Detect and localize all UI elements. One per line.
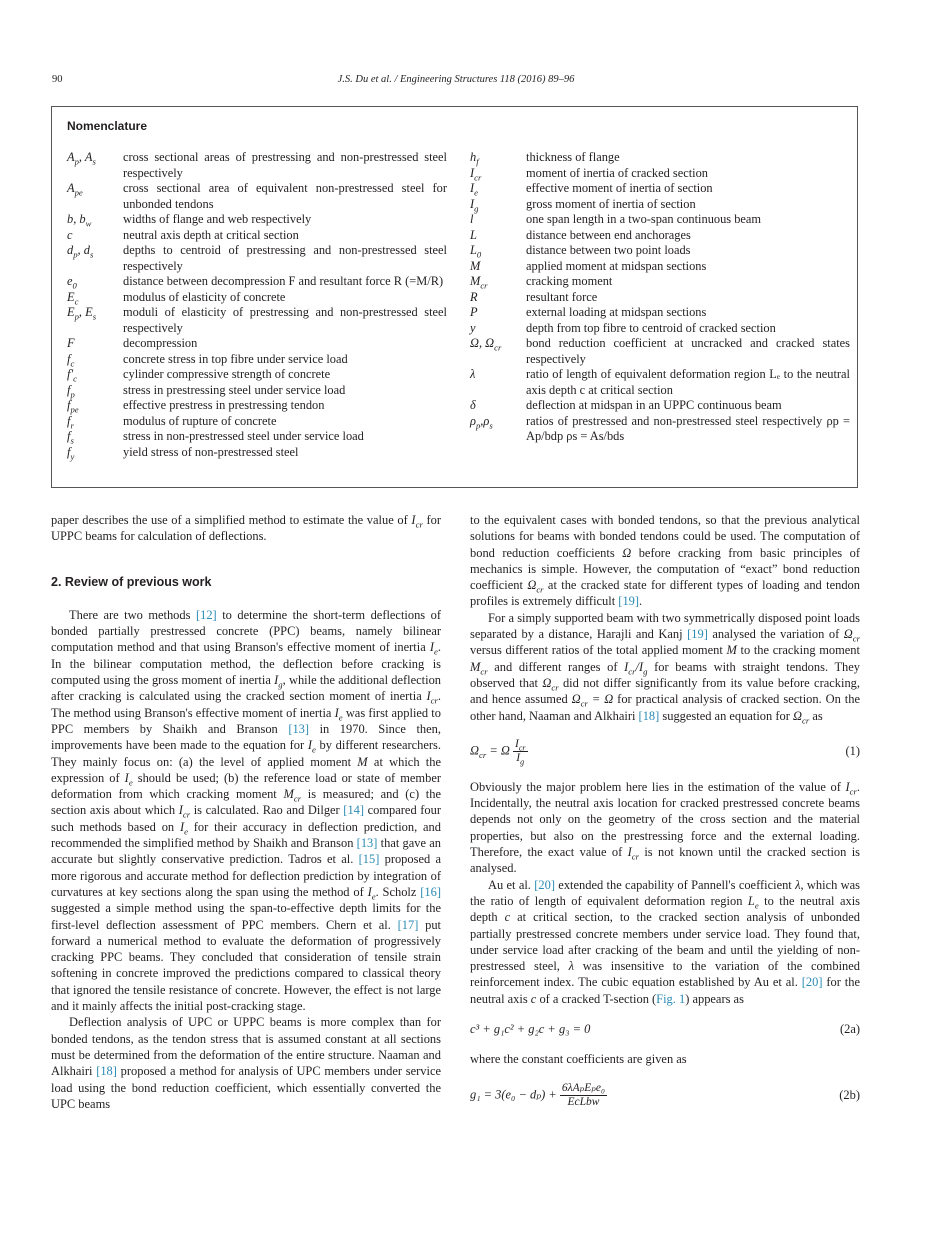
math-symbol: $M_{cr}$: [283, 787, 302, 804]
nomenclature-symbol: R: [470, 289, 478, 304]
nomenclature-entry: [67, 445, 447, 461]
nomenclature-definition: modulus of rupture of concrete: [123, 413, 277, 428]
nomenclature-symbol: $E_p$, $E_s$: [67, 305, 97, 322]
equation-2a-body: c³ + g₁c² + g₂c + g₃ = 0: [470, 1022, 591, 1037]
math-symbol: $I_e$: [124, 770, 133, 788]
nomenclature-entry: [470, 212, 850, 228]
math-symbol: $\Omega_{cr}$: [843, 627, 860, 644]
section-heading: 2. Review of previous work: [51, 574, 212, 589]
nomenclature-symbol: $f_y$: [67, 444, 75, 461]
nomenclature-definition: cylinder compressive strength of concrete: [123, 367, 331, 381]
equation-2a: [470, 1021, 860, 1037]
left-text-column: [51, 512, 441, 1112]
nomenclature-symbol: c: [67, 227, 73, 242]
citation-link[interactable]: [18]: [638, 708, 660, 723]
citation-link[interactable]: [12]: [195, 607, 217, 622]
nomenclature-entry: [67, 352, 447, 368]
nomenclature-entry: [470, 398, 850, 414]
math-symbol: $I_{cr}$: [178, 803, 191, 820]
nomenclature-definition: effective moment of inertia of section: [526, 181, 713, 195]
nomenclature-entry: [67, 398, 447, 414]
nomenclature-symbol: y: [470, 320, 476, 335]
nomenclature-entry: [470, 274, 850, 290]
math-symbol: λ: [795, 877, 801, 892]
nomenclature-definition: yield stress of non-prestressed steel: [123, 444, 299, 459]
math-symbol: $\Omega_{cr}$: [571, 692, 588, 709]
nomenclature-entry: [67, 181, 447, 212]
nomenclature-entry: [67, 367, 447, 383]
citation-link[interactable]: [13]: [288, 721, 310, 736]
nomenclature-symbol: $f_s$: [67, 429, 74, 446]
citation-link[interactable]: [14]: [343, 803, 365, 818]
nomenclature-definition: distance between end anchorages: [526, 227, 691, 242]
nomenclature-definition: depths to centroid of prestressing and non-prestressed steel respectively: [123, 243, 447, 273]
citation-link[interactable]: [19]: [618, 594, 640, 609]
nomenclature-entry: [470, 367, 850, 398]
nomenclature-symbol: δ: [470, 398, 476, 412]
nomenclature-symbol: Ω, $\Omega_{cr}$: [470, 336, 502, 353]
nomenclature-left-column: [67, 150, 447, 460]
math-symbol: $I_{cr}$: [426, 689, 438, 706]
citation-link[interactable]: [16]: [420, 884, 441, 899]
math-symbol: $/I_g$: [635, 659, 648, 677]
paragraph-harajli: For a simply supported beam with two symmetrically disposed point loads separated by a distance, Harajli and Kanj [19] analysed the variation of $\Omega_{cr}$ versus different ratios of the total applied moment M to the cracking moment $M_{cr}$ and different ranges of $I_{cr}/I_g$ for beams with straight tendons. They observed that $\Omega_{cr}$ did not differ significantly from its value before cracking, and hence assumed $\Omega_{cr} = \Omega$ for practical analysis of cracked section. On the other hand, Naaman and Alkhairi [18] suggested an equation for $\Omega_{cr}$ as: [470, 610, 861, 726]
equation-1-label: (1): [845, 744, 860, 759]
nomenclature-definition: ratios of prestressed and non-prestressed steel respectively ρp = Ap/bdp ρs = As/bds: [526, 413, 850, 443]
nomenclature-symbol: P: [470, 305, 478, 319]
nomenclature-definition: stress in prestressing steel under service load: [123, 382, 346, 397]
nomenclature-definition: cross sectional areas of prestressing and non-prestressed steel respectively: [123, 150, 447, 180]
citation-link[interactable]: [13]: [356, 836, 378, 851]
nomenclature-definition: neutral axis depth at critical section: [123, 227, 299, 242]
nomenclature-definition: thickness of flange: [526, 150, 620, 164]
math-symbol: λ: [568, 959, 574, 974]
math-symbol: $M_{cr}$: [470, 659, 488, 677]
nomenclature-definition: effective prestress in prestressing tendon: [123, 398, 325, 412]
nomenclature-symbol: $e_0$: [67, 274, 77, 291]
nomenclature-symbol: F: [67, 336, 75, 350]
nomenclature-title: Nomenclature: [67, 119, 148, 133]
nomenclature-entry: [67, 336, 447, 352]
nomenclature-symbol: b, $b_w$: [67, 212, 92, 229]
nomenclature-definition: moduli of elasticity of prestressing and non-prestressed steel respectively: [123, 305, 447, 335]
math-symbol: $I_{cr}$: [627, 845, 639, 862]
nomenclature-symbol: $f_{pe}$: [67, 398, 79, 415]
nomenclature-definition: widths of flange and web respectively: [123, 212, 312, 226]
nomenclature-definition: cross sectional area of equivalent non-prestressed steel for unbonded tendons: [123, 181, 447, 211]
paragraph-icr-problem: Obviously the major problem here lies in the estimation of the value of $I_{cr}$. Incidentally, the neutral axis location for cracked prestressed concrete beams depends not only on the geometry of the cross section and the material properties, but also on the prestressing force and the external loading. Therefore, the exact value of $I_{cr}$ is not known until the cracked section is analysed.: [470, 779, 860, 876]
nomenclature-entry: [67, 150, 447, 181]
nomenclature-entry: [470, 243, 850, 259]
math-symbol: Ω: [622, 545, 632, 560]
paragraph-intro-end: paper describes the use of a simplified method to estimate the value of $I_{cr}$ for UPPC beams for calculation of deflections.: [51, 513, 441, 544]
nomenclature-box: [51, 106, 858, 488]
nomenclature-symbol: $\rho_p,\rho_s$: [470, 413, 493, 430]
nomenclature-definition: applied moment at midspan sections: [526, 258, 707, 273]
nomenclature-definition: decompression: [123, 336, 198, 350]
math-symbol: c: [530, 991, 537, 1006]
citation-link[interactable]: [17]: [397, 917, 419, 932]
nomenclature-entry: [470, 197, 850, 213]
math-symbol: $\Omega_{cr}$: [792, 708, 810, 726]
nomenclature-entry: [470, 321, 850, 337]
nomenclature-symbol: λ: [470, 367, 476, 381]
nomenclature-definition: gross moment of inertia of section: [526, 196, 696, 211]
nomenclature-entry: [67, 383, 447, 399]
math-symbol: $I_e$: [179, 819, 188, 837]
equation-1-body: $\Omega_{cr} = \Omega$ $\frac{I_{cr}}{I_g}$: [470, 737, 526, 767]
nomenclature-symbol: $f_r$: [67, 413, 74, 430]
citation-link[interactable]: [20]: [801, 975, 823, 990]
nomenclature-definition: depth from top fibre to centroid of cracked section: [526, 320, 776, 335]
equation-2b-body: g₁ = 3(e₀ − dₚ) + $\frac{\text{6λAₚEₚe₀}}{\text{EcLbw}}$: [470, 1081, 606, 1108]
math-symbol: $I_e$: [307, 738, 316, 755]
nomenclature-symbol: L: [470, 227, 477, 242]
citation-link[interactable]: [19]: [687, 627, 708, 642]
nomenclature-definition: concrete stress in top fibre under service load: [123, 351, 348, 366]
nomenclature-definition: stress in non-prestressed steel under service load: [123, 429, 364, 443]
equation-1: [470, 738, 860, 765]
right-text-column: [470, 512, 860, 1123]
equation-2b: [470, 1082, 860, 1109]
nomenclature-entry: [470, 414, 850, 445]
nomenclature-definition: deflection at midspan in an UPPC continuous beam: [526, 398, 782, 412]
nomenclature-definition: distance between two point loads: [526, 243, 691, 257]
nomenclature-entry: [470, 305, 850, 321]
nomenclature-definition: one span length in a two-span continuous beam: [526, 212, 762, 226]
math-symbol: $I_g$: [274, 673, 283, 690]
nomenclature-entry: [67, 290, 447, 306]
nomenclature-symbol: $f_c$: [67, 351, 75, 368]
nomenclature-entry: [67, 274, 447, 290]
nomenclature-entry: [67, 212, 447, 228]
nomenclature-symbol: $A_{pe}$: [67, 181, 83, 198]
nomenclature-symbol: $h_f$: [470, 150, 479, 167]
nomenclature-definition: external loading at midspan sections: [526, 305, 707, 319]
nomenclature-symbol: $E_c$: [67, 289, 79, 306]
math-symbol: $L_e$: [747, 893, 759, 911]
nomenclature-definition: bond reduction coefficient at uncracked and cracked states respectively: [526, 336, 850, 366]
nomenclature-definition: ratio of length of equivalent deformation region Lₑ to the neutral axis depth c at critical section: [526, 367, 850, 397]
math-symbol: c: [504, 910, 511, 925]
nomenclature-symbol: $d_p$, $d_s$: [67, 243, 94, 260]
math-symbol: $I_{cr}$: [624, 659, 636, 677]
running-header: [52, 74, 860, 90]
math-symbol: $\Omega_{cr}$: [542, 675, 559, 693]
nomenclature-symbol: $I_e$: [470, 181, 478, 198]
nomenclature-symbol: l: [470, 212, 474, 226]
paragraph-bond-reduction: to the equivalent cases with bonded tendons, so that the previous analytical solutions for beams with bonded tendons could be used. The computation of bond reduction coefficients Ω before cracking from basic principles of mechanics is simple. However, the computation of “exact” bond reduction coefficient $\Omega_{cr}$ at the cracked state for different types of loading and tendon profiles is extremely difficult [19].: [470, 513, 860, 609]
nomenclature-entry: [470, 150, 850, 166]
nomenclature-entry: [67, 305, 447, 336]
citation-link[interactable]: Fig. 1: [656, 991, 686, 1006]
nomenclature-entry: [470, 181, 850, 197]
math-symbol: $I_{cr}$: [411, 513, 423, 530]
math-symbol: $I_e$: [334, 705, 343, 723]
citation-link[interactable]: [15]: [358, 852, 380, 867]
nomenclature-entry: [67, 228, 447, 244]
math-symbol: M: [357, 754, 368, 769]
nomenclature-definition: resultant force: [526, 289, 598, 304]
equation-2a-label: (2a): [839, 1022, 860, 1037]
math-symbol: $I_e$: [367, 884, 376, 902]
math-symbol: $\Omega_{cr}$: [527, 578, 544, 595]
nomenclature-symbol: M: [470, 258, 481, 273]
nomenclature-definition: cracking moment: [526, 274, 613, 288]
nomenclature-symbol: $M_{cr}$: [470, 274, 488, 291]
nomenclature-symbol: $I_g$: [470, 196, 479, 213]
nomenclature-definition: modulus of elasticity of concrete: [123, 289, 286, 304]
nomenclature-symbol: $f'_c$: [67, 367, 77, 384]
nomenclature-entry: [470, 228, 850, 244]
nomenclature-symbol: $L_0$: [470, 243, 482, 260]
math-symbol: M: [726, 643, 737, 658]
nomenclature-symbol: $f_p$: [67, 382, 75, 399]
math-symbol: $I_{cr}$: [845, 779, 857, 797]
journal-reference: J.S. Du et al. / Engineering Structures 118 (2016) 89–96: [337, 74, 575, 85]
nomenclature-entry: [470, 259, 850, 275]
citation-link[interactable]: [18]: [96, 1064, 117, 1079]
nomenclature-entry: [470, 336, 850, 367]
math-symbol: $I_e$: [429, 640, 438, 657]
nomenclature-entry: [470, 166, 850, 182]
paragraph-review: There are two methods [12] to determine the short-term deflections of bonded partially prestressed concrete (PPC) beams, namely bilinear computation method and that using Branson's effective moment of inertia $I_e$. In the bilinear computation method, the deflection before cracking is computed using the gross moment of inertia $I_g$, while the additional deflection after cracking is calculated using the cracked section moment of inertia $I_{cr}$. The method using Branson's effective moment of inertia $I_e$ was first applied to PPC members by Shaikh and Branson [13] in 1970. Since then, improvements have been made to the equation for $I_e$ by different researchers. They mainly focus on: (a) the level of applied moment M at which the expression of $I_e$ should be used; (b) the reference load or state of member deformation from which cracking moment $M_{cr}$ is measured; and (c) the section axis about which $I_{cr}$ is calculated. Rao and Dilger [14] compared four such methods based on $I_e$ for their accuracy in deflection prediction, and recommended the simplified method by Shaikh and Branson [13] that gave an accurate but slightly conservative prediction. Tadros et al. [15] proposed a more rigorous and accurate method for deflection prediction by integration of curvatures at key sections along the span using the method of $I_e$. Scholz [16] suggested a simple method using the span-to-effective depth limits for the first-level deflection assessment of PPC members. Chern et al. [17] put forward a numerical method to evaluate the deformation of progressively cracking PPC beams. They concluded that consideration of tensile strain softening in concrete improved the predictions compared to classical theory that ignored the tensile resistance of concrete. However, the effect is not large and it mainly affects the initial post-cracking stage.: [51, 607, 442, 1014]
equation-2b-label: (2b): [839, 1087, 860, 1102]
nomenclature-entry: [67, 429, 447, 445]
nomenclature-symbol: $A_p$, $A_s$: [67, 150, 96, 167]
nomenclature-symbol: $I_{cr}$: [470, 165, 482, 182]
nomenclature-entry: [67, 414, 447, 430]
paragraph-upc-analysis: Deflection analysis of UPC or UPPC beams is more complex than for bonded tendons, as the tendon stress that is assumed constant at all sections must be determined from the deformation of the entire structure. Naaman and Alkhairi [18] proposed a method for analysis of UPC members under service load using the bond reduction coefficient, which essentially converted the UPC beams: [51, 1015, 441, 1111]
page-number: 90: [52, 74, 63, 85]
nomenclature-definition: moment of inertia of cracked section: [526, 165, 708, 180]
paragraph-coefficients: where the constant coefficients are given as: [470, 1052, 687, 1067]
nomenclature-right-column: [470, 150, 850, 445]
nomenclature-entry: [67, 243, 447, 274]
nomenclature-entry: [470, 290, 850, 306]
nomenclature-definition: distance between decompression F and resultant force R (=M/R): [123, 274, 444, 288]
paragraph-au-et-al: Au et al. [20] extended the capability of Pannell's coefficient λ, which was the ratio of length of equivalent deformation region $L_e$ to the neutral axis depth c at critical section, to the cracked section analysis of unbonded partially prestressed concrete members under service load. They found that, under service load after cracking of the beam and until the yielding of non-prestressed steel, λ was insensitive to the variation of the combined reinforcement index. The cubic equation established by Au et al. [20] for the neutral axis c of a cracked T-section (Fig. 1) appears as: [470, 877, 861, 1006]
math-symbol: = Ω: [587, 692, 614, 707]
citation-link[interactable]: [20]: [534, 877, 555, 892]
